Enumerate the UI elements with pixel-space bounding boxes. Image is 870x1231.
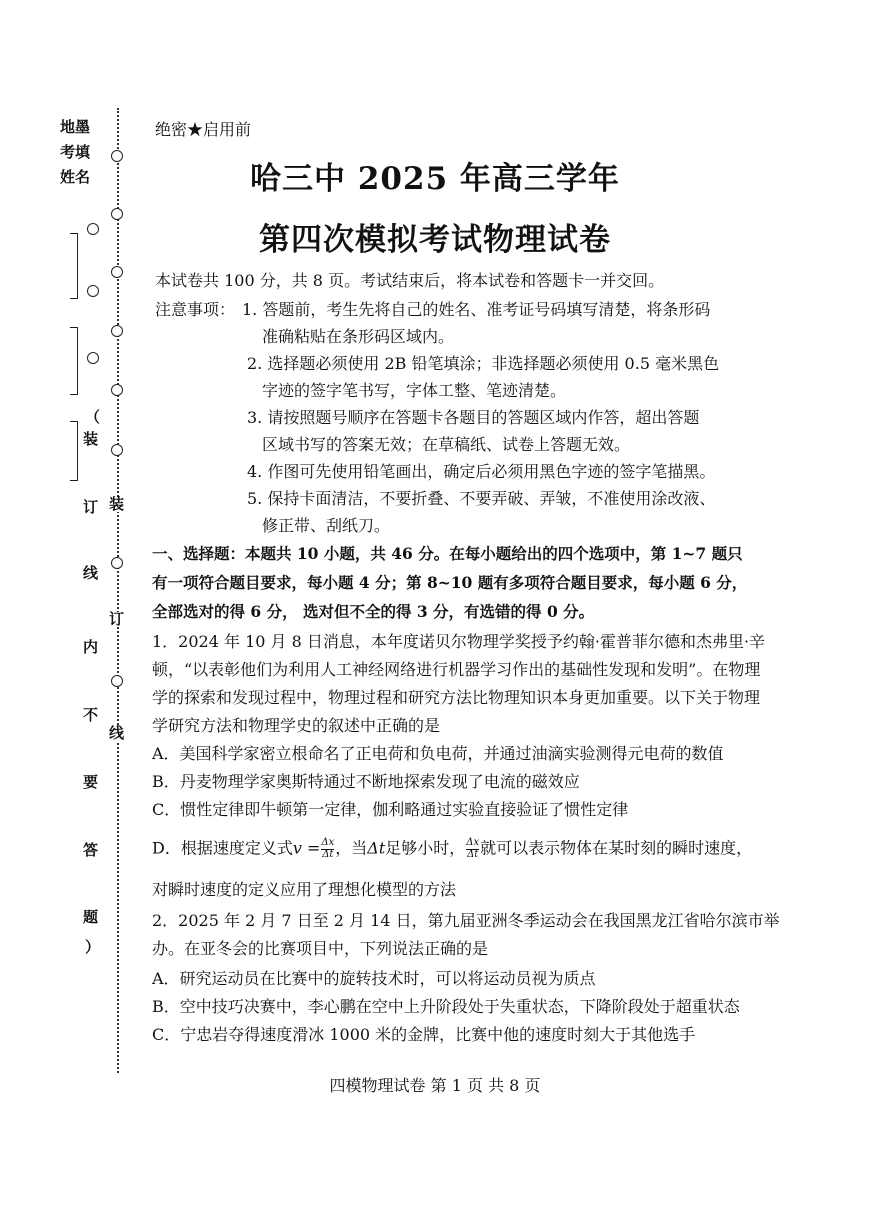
- q1-d-text: 就可以表示物体在某时刻的瞬时速度，: [480, 838, 753, 858]
- seal-char: 不: [83, 706, 99, 724]
- fraction-dx-dt: [321, 838, 334, 860]
- frac-denominator: Δt: [467, 848, 479, 860]
- margin-label-3: 姓名: [60, 168, 91, 186]
- binding-hole: [111, 266, 123, 278]
- note-line: 1. 答题前，考生先将自己的姓名、准考证号码填写清楚，将条形码: [242, 300, 711, 319]
- margin-circle: [87, 285, 99, 297]
- margin-circle: [87, 352, 99, 364]
- seal-char: 题: [83, 908, 99, 926]
- q2-stem: 办。在亚冬会的比赛项目中，下列说法正确的是: [152, 939, 489, 958]
- note-line: 5. 保持卡面清洁，不要折叠、不要弄破、弄皱，不准使用涂改液、: [247, 489, 716, 508]
- q1-stem: 1．2024 年 10 月 8 日消息，本年度诺贝尔物理学奖授予约翰·霍普菲尔德和杰弗里·辛: [152, 632, 766, 651]
- notes-label: 注意事项：: [155, 300, 236, 319]
- note-line: 准确粘贴在条形码区域内。: [262, 327, 455, 346]
- delta-t-symbol: Δt: [367, 838, 386, 858]
- q2-option-b: B．空中技巧决赛中，李心鹏在空中上升阶段处于失重状态，下降阶段处于超重状态: [152, 997, 740, 1016]
- q1-stem: 顿，“以表彰他们为利用人工神经网络进行机器学习作出的基础性发现和发明”。在物理: [152, 660, 761, 679]
- note-line: 4. 作图可先使用铅笔画出，确定后必须用黑色字迹的签字笔描黑。: [247, 462, 716, 481]
- q1-option-a: A．美国科学家密立根命名了正电荷和负电荷，并通过油滴实验测得元电荷的数值: [152, 744, 724, 763]
- section-heading: 全部选对的得 6 分， 选对但不全的得 3 分，有选错的得 0 分。: [152, 602, 595, 621]
- frac-denominator: Δt: [322, 848, 334, 860]
- q2-option-c: C．宁忠岩夺得速度滑冰 1000 米的金牌，比赛中他的速度时刻大于其他选手: [152, 1025, 696, 1044]
- seal-char: 内: [83, 638, 99, 656]
- confidential-mark: 绝密★启用前: [155, 120, 252, 139]
- binding-hole: [111, 675, 123, 687]
- exam-title-line1: 哈三中 2025 年高三学年: [250, 161, 620, 197]
- binding-hole: [111, 325, 123, 337]
- margin-label-1: 地墨: [60, 118, 91, 136]
- inner-seal-char: 线: [109, 724, 125, 742]
- margin-bracket-3: [70, 421, 78, 481]
- margin-label-2: 考填: [60, 143, 91, 161]
- binding-hole: [111, 557, 123, 569]
- note-line: 2. 选择题必须使用 2B 铅笔填涂；非选择题必须使用 0.5 毫米黑色: [247, 354, 720, 373]
- exam-intro: 本试卷共 100 分，共 8 页。考试结束后，将本试卷和答题卡一并交回。: [155, 271, 665, 290]
- note-line: 字迹的签字笔书写，字体工整、笔迹清楚。: [262, 381, 567, 400]
- seal-char: 答: [83, 841, 99, 859]
- q1-option-d-cont: 对瞬时速度的定义应用了理想化模型的方法: [152, 880, 457, 899]
- q1-stem: 学的探索和发现过程中，物理过程和研究方法比物理知识本身更加重要。以下关于物理: [152, 688, 761, 707]
- section-heading: 一、选择题：本题共 10 小题，共 46 分。在每小题给出的四个选项中，第 1~7 题只: [152, 544, 743, 563]
- seal-char: 订: [83, 498, 99, 516]
- frac-numerator: Δx: [321, 837, 335, 848]
- q1-option-c: C．惯性定律即牛顿第一定律，伽利略通过实验直接验证了惯性定律: [152, 800, 629, 819]
- margin-bracket-2: [70, 327, 78, 395]
- q1-option-b: B．丹麦物理学家奥斯特通过不断地探索发现了电流的磁效应: [152, 772, 580, 791]
- q1-d-text: D．根据速度定义式: [152, 838, 293, 858]
- binding-hole: [111, 384, 123, 396]
- note-line: 修正带、刮纸刀。: [262, 516, 391, 535]
- note-line: 3. 请按照题号顺序在答题卡各题目的答题区域内作答，超出答题: [247, 408, 700, 427]
- q2-option-a: A．研究运动员在比赛中的旋转技术时，可以将运动员视为质点: [152, 969, 596, 988]
- seal-char: 要: [83, 773, 99, 791]
- exam-title-line2: 第四次模拟考试物理试卷: [259, 222, 611, 258]
- seal-char: 装: [83, 430, 99, 448]
- seal-char: 线: [83, 564, 99, 582]
- frac-numerator: Δx: [466, 837, 480, 848]
- binding-hole: [111, 444, 123, 456]
- note-line: 区域书写的答案无效；在草稿纸、试卷上答题无效。: [262, 435, 631, 454]
- velocity-symbol: v =: [292, 838, 321, 858]
- q1-option-d: [152, 838, 752, 860]
- inner-seal-char: 装: [109, 495, 125, 513]
- page-footer: 四模物理试卷 第 1 页 共 8 页: [329, 1076, 541, 1095]
- q1-d-text: ，当: [335, 838, 368, 858]
- seal-paren-open: （: [85, 408, 101, 426]
- q1-stem: 学研究方法和物理学史的叙述中正确的是: [152, 716, 441, 735]
- seal-paren-close: ）: [85, 938, 101, 956]
- inner-seal-char: 订: [109, 610, 125, 628]
- q2-stem: 2．2025 年 2 月 7 日至 2 月 14 日，第九届亚洲冬季运动会在我国黑龙江省哈尔滨市举: [152, 911, 780, 930]
- fraction-dx-dt: [466, 838, 479, 860]
- section-heading: 有一项符合题目要求，每小题 4 分；第 8~10 题有多项符合题目要求，每小题 6 分，: [152, 573, 748, 592]
- q1-d-text: 足够小时，: [385, 838, 466, 858]
